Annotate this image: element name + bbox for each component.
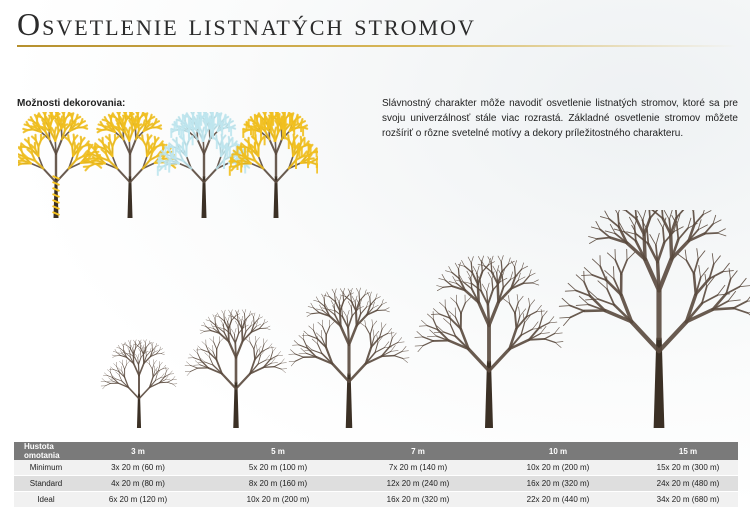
table-cell: 12x 20 m (240 m) — [358, 476, 478, 492]
table-cell: 10x 20 m (200 m) — [478, 460, 638, 476]
row-label: Ideal — [14, 492, 78, 508]
table-cell: 5x 20 m (100 m) — [198, 460, 358, 476]
row-label: Minimum — [14, 460, 78, 476]
table-row — [14, 492, 738, 508]
table-cell: 7x 20 m (140 m) — [358, 460, 478, 476]
decorated-tree-icon — [230, 112, 318, 218]
description-text: Slávnostný charakter môže navodiť osvetlenie listnatých stromov, ktoré sa pre svoju univerzálnosť stále viac rozrastá. Základné osvetlenie stromov môžete rozšíriť o rôzne svetelné motívy a dekory príležitostného charakteru. — [382, 98, 738, 139]
table-cell: 16x 20 m (320 m) — [478, 476, 638, 492]
tree-size-illustration — [415, 256, 563, 429]
table-cell: 15x 20 m (300 m) — [638, 460, 738, 476]
title-underline — [17, 45, 737, 47]
table-row — [14, 460, 738, 476]
column-header: 3 m — [78, 442, 198, 460]
tree-size-illustration — [101, 340, 177, 428]
table-cell: 6x 20 m (120 m) — [78, 492, 198, 508]
tree-size-illustration — [289, 288, 409, 428]
decoration-options-illustrations — [18, 112, 318, 222]
table-cell: 3x 20 m (60 m) — [78, 460, 198, 476]
tree-size-illustration — [185, 309, 287, 428]
tree-size-illustrations — [0, 210, 750, 442]
table-cell: 8x 20 m (160 m) — [198, 476, 358, 492]
column-header: 15 m — [638, 442, 738, 460]
table-cell: 4x 20 m (80 m) — [78, 476, 198, 492]
table-cell: 22x 20 m (440 m) — [478, 492, 638, 508]
table-cell: 24x 20 m (480 m) — [638, 476, 738, 492]
table-cell: 34x 20 m (680 m) — [638, 492, 738, 508]
column-header: 10 m — [478, 442, 638, 460]
decoration-options-label: Možnosti dekorovania: — [17, 98, 126, 109]
column-header: 5 m — [198, 442, 358, 460]
page-title: Osvetlenie listnatých stromov — [17, 6, 476, 42]
density-table-header: Hustota omotania — [14, 442, 78, 460]
tree-size-illustration — [559, 210, 750, 428]
row-label: Standard — [14, 476, 78, 492]
table-cell: 16x 20 m (320 m) — [358, 492, 478, 508]
column-header: 7 m — [358, 442, 478, 460]
table-row — [14, 476, 738, 492]
table-cell: 10x 20 m (200 m) — [198, 492, 358, 508]
density-table — [14, 442, 738, 508]
density-table-header-row — [14, 442, 738, 460]
